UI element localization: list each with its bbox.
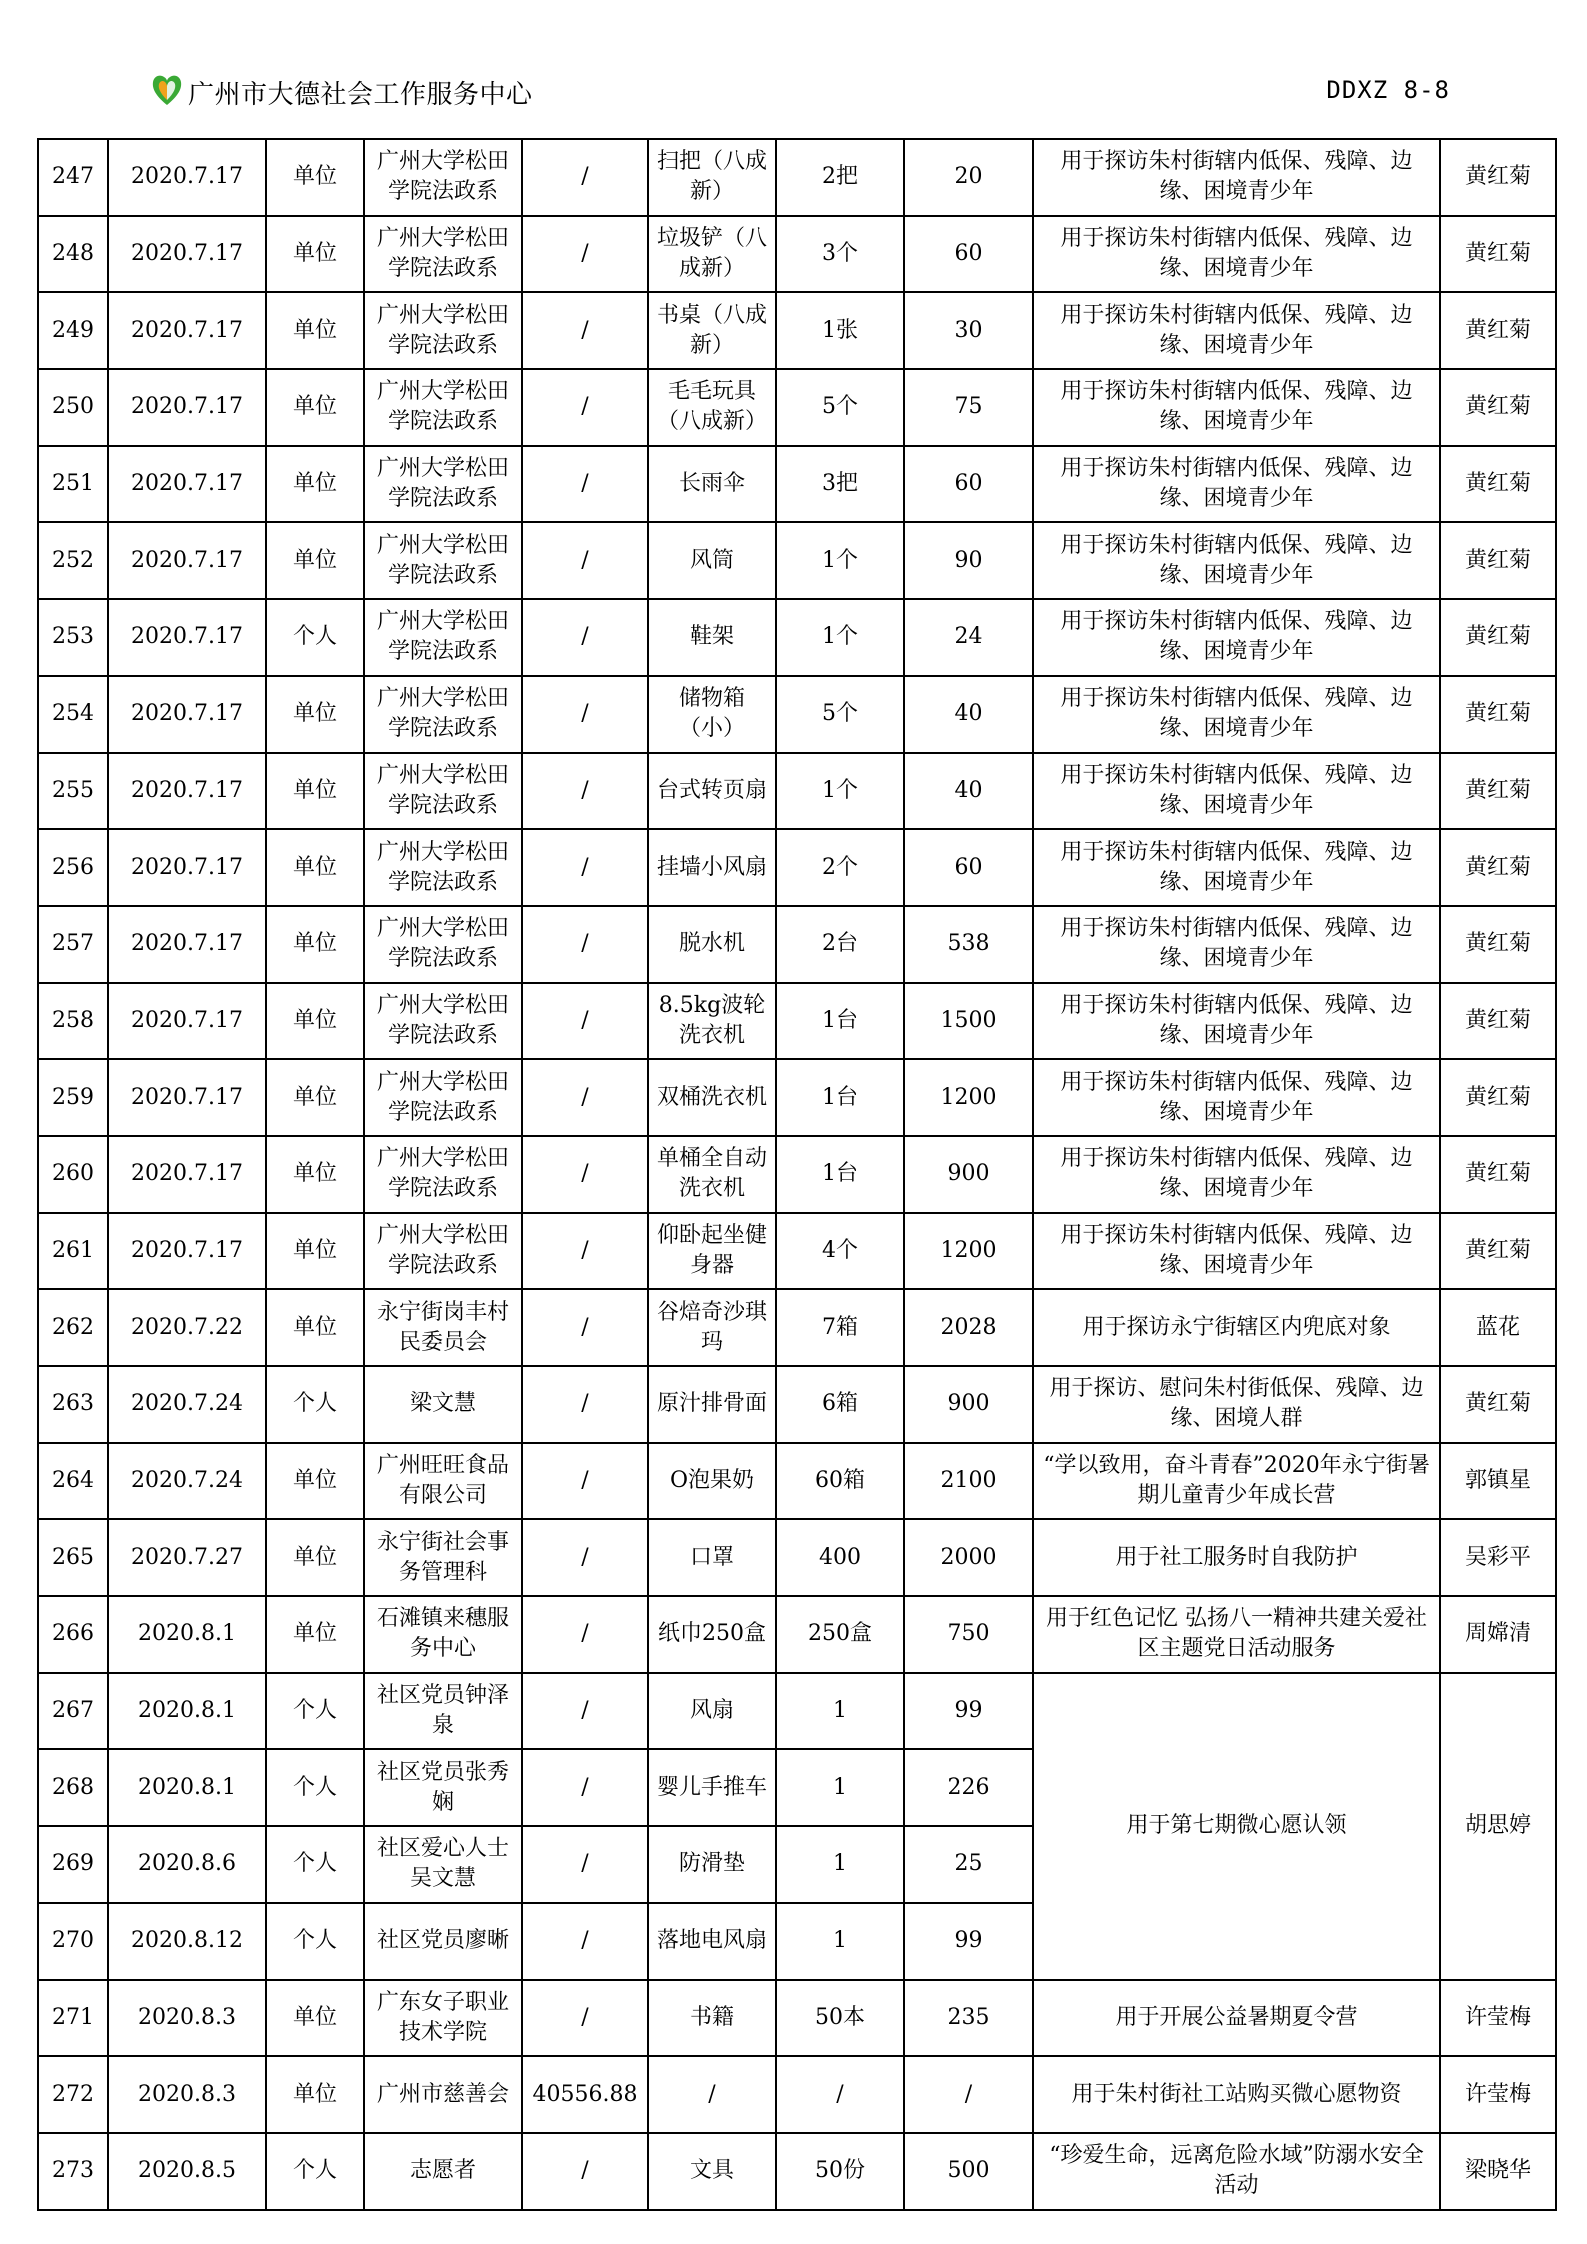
donor-type-cell: 个人: [266, 1903, 364, 1980]
handler-cell: 梁晓华: [1440, 2133, 1556, 2210]
cash-amount-cell: /: [522, 1366, 648, 1443]
table-row: [38, 1136, 1556, 1213]
item-cell: 挂墙小风扇: [648, 829, 776, 906]
table-row: [38, 1213, 1556, 1290]
donor-type-cell: 单位: [266, 1289, 364, 1366]
table-row: [38, 676, 1556, 753]
value-cell: /: [904, 2056, 1033, 2133]
quantity-cell: 2个: [776, 829, 904, 906]
value-cell: 1500: [904, 983, 1033, 1060]
document-code: DDXZ 8-8: [1326, 76, 1450, 104]
donor-type-cell: 个人: [266, 1826, 364, 1903]
row-number: 256: [38, 829, 108, 906]
row-number: 266: [38, 1596, 108, 1673]
purpose-cell: 用于探访朱村街辖内低保、残障、边缘、困境青少年: [1033, 369, 1440, 446]
row-number: 260: [38, 1136, 108, 1213]
donor-type-cell: 单位: [266, 1136, 364, 1213]
value-cell: 235: [904, 1980, 1033, 2057]
cash-amount-cell: /: [522, 1443, 648, 1520]
value-cell: 30: [904, 292, 1033, 369]
item-cell: 脱水机: [648, 906, 776, 983]
value-cell: 2000: [904, 1519, 1033, 1596]
cash-amount-cell: /: [522, 599, 648, 676]
donor-type-cell: 单位: [266, 1059, 364, 1136]
value-cell: 99: [904, 1673, 1033, 1750]
item-cell: 风扇: [648, 1673, 776, 1750]
item-cell: 扫把（八成新）: [648, 139, 776, 216]
purpose-cell: 用于探访、慰问朱村街低保、残障、边缘、困境人群: [1033, 1366, 1440, 1443]
handler-cell: 黄红菊: [1440, 1213, 1556, 1290]
quantity-cell: 4个: [776, 1213, 904, 1290]
quantity-cell: 3把: [776, 446, 904, 523]
table-row: [38, 1366, 1556, 1443]
quantity-cell: 2台: [776, 906, 904, 983]
table-row: [38, 216, 1556, 293]
purpose-cell: 用于探访朱村街辖内低保、残障、边缘、困境青少年: [1033, 753, 1440, 830]
handler-cell: 黄红菊: [1440, 522, 1556, 599]
heart-leaf-logo-icon: [150, 72, 184, 108]
handler-cell: 吴彩平: [1440, 1519, 1556, 1596]
date-cell: 2020.8.12: [108, 1903, 266, 1980]
donor-type-cell: 单位: [266, 1980, 364, 2057]
item-cell: 双桶洗衣机: [648, 1059, 776, 1136]
handler-cell: 黄红菊: [1440, 753, 1556, 830]
table-row: [38, 983, 1556, 1060]
handler-cell: 周嫦清: [1440, 1596, 1556, 1673]
date-cell: 2020.7.17: [108, 599, 266, 676]
date-cell: 2020.8.3: [108, 2056, 266, 2133]
purpose-cell: 用于探访朱村街辖内低保、残障、边缘、困境青少年: [1033, 906, 1440, 983]
donor-type-cell: 个人: [266, 1749, 364, 1826]
cash-amount-cell: /: [522, 1289, 648, 1366]
table-row: [38, 1673, 1556, 1750]
purpose-cell: 用于红色记忆 弘扬八一精神共建关爱社区主题党日活动服务: [1033, 1596, 1440, 1673]
value-cell: 75: [904, 369, 1033, 446]
item-cell: 书桌（八成新）: [648, 292, 776, 369]
donor-cell: 广州大学松田学院法政系: [364, 1059, 522, 1136]
handler-cell: 黄红菊: [1440, 1059, 1556, 1136]
row-number: 247: [38, 139, 108, 216]
donor-cell: 广州市慈善会: [364, 2056, 522, 2133]
donor-cell: 广州大学松田学院法政系: [364, 522, 522, 599]
donor-type-cell: 单位: [266, 906, 364, 983]
table-row: [38, 1443, 1556, 1520]
item-cell: 长雨伞: [648, 446, 776, 523]
row-number: 265: [38, 1519, 108, 1596]
cash-amount-cell: /: [522, 522, 648, 599]
row-number: 270: [38, 1903, 108, 1980]
date-cell: 2020.7.17: [108, 829, 266, 906]
donation-ledger-table: [37, 138, 1557, 2211]
donor-type-cell: 单位: [266, 676, 364, 753]
purpose-cell: 用于探访朱村街辖内低保、残障、边缘、困境青少年: [1033, 1059, 1440, 1136]
handler-cell: 黄红菊: [1440, 216, 1556, 293]
cash-amount-cell: /: [522, 139, 648, 216]
table-row: [38, 1289, 1556, 1366]
cash-amount-cell: /: [522, 1980, 648, 2057]
handler-cell: 黄红菊: [1440, 906, 1556, 983]
donor-type-cell: 单位: [266, 1596, 364, 1673]
donor-type-cell: 单位: [266, 139, 364, 216]
value-cell: 20: [904, 139, 1033, 216]
quantity-cell: 5个: [776, 369, 904, 446]
value-cell: 2100: [904, 1443, 1033, 1520]
donor-cell: 广州大学松田学院法政系: [364, 599, 522, 676]
handler-cell: 黄红菊: [1440, 829, 1556, 906]
date-cell: 2020.7.24: [108, 1366, 266, 1443]
table-row: [38, 599, 1556, 676]
item-cell: 文具: [648, 2133, 776, 2210]
row-number: 255: [38, 753, 108, 830]
table-row: [38, 1519, 1556, 1596]
table-row: [38, 369, 1556, 446]
purpose-cell: 用于社工服务时自我防护: [1033, 1519, 1440, 1596]
purpose-cell: “珍爱生命，远离危险水域”防溺水安全活动: [1033, 2133, 1440, 2210]
value-cell: 1200: [904, 1213, 1033, 1290]
donor-type-cell: 单位: [266, 2056, 364, 2133]
value-cell: 40: [904, 676, 1033, 753]
item-cell: /: [648, 2056, 776, 2133]
value-cell: 900: [904, 1366, 1033, 1443]
purpose-cell: 用于探访永宁街辖区内兜底对象: [1033, 1289, 1440, 1366]
purpose-cell: 用于探访朱村街辖内低保、残障、边缘、困境青少年: [1033, 1136, 1440, 1213]
row-number: 272: [38, 2056, 108, 2133]
cash-amount-cell: /: [522, 1826, 648, 1903]
cash-amount-cell: /: [522, 753, 648, 830]
item-cell: 纸巾250盒: [648, 1596, 776, 1673]
organization-name: 广州市大德社会工作服务中心: [188, 80, 533, 110]
donor-cell: 广州大学松田学院法政系: [364, 369, 522, 446]
item-cell: 储物箱（小）: [648, 676, 776, 753]
date-cell: 2020.7.17: [108, 676, 266, 753]
cash-amount-cell: /: [522, 1519, 648, 1596]
date-cell: 2020.8.1: [108, 1749, 266, 1826]
item-cell: 台式转页扇: [648, 753, 776, 830]
row-number: 253: [38, 599, 108, 676]
date-cell: 2020.8.5: [108, 2133, 266, 2210]
handler-cell: 黄红菊: [1440, 599, 1556, 676]
donor-type-cell: 单位: [266, 369, 364, 446]
item-cell: 婴儿手推车: [648, 1749, 776, 1826]
handler-cell-merged: 胡思婷: [1440, 1673, 1556, 1980]
row-number: 248: [38, 216, 108, 293]
cash-amount-cell: /: [522, 369, 648, 446]
item-cell: 鞋架: [648, 599, 776, 676]
donor-type-cell: 单位: [266, 216, 364, 293]
row-number: 249: [38, 292, 108, 369]
cash-amount-cell: /: [522, 292, 648, 369]
quantity-cell: /: [776, 2056, 904, 2133]
donor-cell: 社区党员张秀娴: [364, 1749, 522, 1826]
value-cell: 1200: [904, 1059, 1033, 1136]
handler-cell: 黄红菊: [1440, 1366, 1556, 1443]
handler-cell: 许莹梅: [1440, 1980, 1556, 2057]
row-number: 251: [38, 446, 108, 523]
cash-amount-cell: /: [522, 1596, 648, 1673]
item-cell: 垃圾铲（八成新）: [648, 216, 776, 293]
quantity-cell: 1台: [776, 983, 904, 1060]
table-row: [38, 906, 1556, 983]
date-cell: 2020.7.17: [108, 292, 266, 369]
cash-amount-cell: /: [522, 1903, 648, 1980]
purpose-cell: 用于探访朱村街辖内低保、残障、边缘、困境青少年: [1033, 446, 1440, 523]
donor-cell: 广州大学松田学院法政系: [364, 139, 522, 216]
value-cell: 60: [904, 829, 1033, 906]
quantity-cell: 1台: [776, 1059, 904, 1136]
handler-cell: 黄红菊: [1440, 139, 1556, 216]
donor-cell: 广州大学松田学院法政系: [364, 1213, 522, 1290]
date-cell: 2020.8.3: [108, 1980, 266, 2057]
purpose-cell: 用于开展公益暑期夏令营: [1033, 1980, 1440, 2057]
donor-type-cell: 单位: [266, 1443, 364, 1520]
handler-cell: 黄红菊: [1440, 983, 1556, 1060]
donor-type-cell: 单位: [266, 1519, 364, 1596]
cash-amount-cell: /: [522, 2133, 648, 2210]
row-number: 262: [38, 1289, 108, 1366]
date-cell: 2020.8.1: [108, 1673, 266, 1750]
cash-amount-cell: /: [522, 1673, 648, 1750]
quantity-cell: 400: [776, 1519, 904, 1596]
page-header: [150, 68, 1450, 112]
row-number: 254: [38, 676, 108, 753]
donor-cell: 广州大学松田学院法政系: [364, 216, 522, 293]
table-row: [38, 753, 1556, 830]
quantity-cell: 1个: [776, 522, 904, 599]
row-number: 264: [38, 1443, 108, 1520]
donor-cell: 广州旺旺食品有限公司: [364, 1443, 522, 1520]
value-cell: 40: [904, 753, 1033, 830]
date-cell: 2020.7.17: [108, 522, 266, 599]
handler-cell: 黄红菊: [1440, 676, 1556, 753]
quantity-cell: 5个: [776, 676, 904, 753]
handler-cell: 许莹梅: [1440, 2056, 1556, 2133]
donor-cell: 广州大学松田学院法政系: [364, 829, 522, 906]
item-cell: 单桶全自动洗衣机: [648, 1136, 776, 1213]
donor-cell: 广州大学松田学院法政系: [364, 446, 522, 523]
item-cell: 毛毛玩具（八成新）: [648, 369, 776, 446]
value-cell: 99: [904, 1903, 1033, 1980]
table-row: [38, 2056, 1556, 2133]
donor-type-cell: 单位: [266, 753, 364, 830]
donor-cell: 志愿者: [364, 2133, 522, 2210]
quantity-cell: 1台: [776, 1136, 904, 1213]
date-cell: 2020.8.1: [108, 1596, 266, 1673]
row-number: 271: [38, 1980, 108, 2057]
date-cell: 2020.7.22: [108, 1289, 266, 1366]
purpose-cell: 用于探访朱村街辖内低保、残障、边缘、困境青少年: [1033, 139, 1440, 216]
purpose-cell: 用于探访朱村街辖内低保、残障、边缘、困境青少年: [1033, 292, 1440, 369]
table-row: [38, 1596, 1556, 1673]
cash-amount-cell: /: [522, 446, 648, 523]
purpose-cell: 用于探访朱村街辖内低保、残障、边缘、困境青少年: [1033, 983, 1440, 1060]
item-cell: 书籍: [648, 1980, 776, 2057]
quantity-cell: 1: [776, 1903, 904, 1980]
donor-cell: 广州大学松田学院法政系: [364, 1136, 522, 1213]
table-row: [38, 446, 1556, 523]
quantity-cell: 3个: [776, 216, 904, 293]
date-cell: 2020.7.17: [108, 216, 266, 293]
quantity-cell: 1: [776, 1826, 904, 1903]
cash-amount-cell: /: [522, 1136, 648, 1213]
row-number: 250: [38, 369, 108, 446]
quantity-cell: 50本: [776, 1980, 904, 2057]
donor-cell: 社区爱心人士吴文慧: [364, 1826, 522, 1903]
row-number: 268: [38, 1749, 108, 1826]
row-number: 269: [38, 1826, 108, 1903]
cash-amount-cell: /: [522, 216, 648, 293]
donor-type-cell: 个人: [266, 1673, 364, 1750]
donor-cell: 梁文慧: [364, 1366, 522, 1443]
quantity-cell: 6箱: [776, 1366, 904, 1443]
quantity-cell: 50份: [776, 2133, 904, 2210]
handler-cell: 黄红菊: [1440, 369, 1556, 446]
value-cell: 750: [904, 1596, 1033, 1673]
purpose-cell: 用于探访朱村街辖内低保、残障、边缘、困境青少年: [1033, 599, 1440, 676]
cash-amount-cell: /: [522, 1213, 648, 1290]
cash-amount-cell: /: [522, 906, 648, 983]
value-cell: 500: [904, 2133, 1033, 2210]
date-cell: 2020.7.24: [108, 1443, 266, 1520]
item-cell: 落地电风扇: [648, 1903, 776, 1980]
row-number: 257: [38, 906, 108, 983]
date-cell: 2020.7.17: [108, 1213, 266, 1290]
donor-cell: 广东女子职业技术学院: [364, 1980, 522, 2057]
item-cell: 8.5kg波轮洗衣机: [648, 983, 776, 1060]
date-cell: 2020.7.17: [108, 906, 266, 983]
table-row: [38, 829, 1556, 906]
ledger-body: [38, 139, 1556, 2210]
value-cell: 90: [904, 522, 1033, 599]
purpose-cell-merged: 用于第七期微心愿认领: [1033, 1673, 1440, 1980]
date-cell: 2020.7.17: [108, 1059, 266, 1136]
quantity-cell: 1张: [776, 292, 904, 369]
quantity-cell: 1: [776, 1749, 904, 1826]
value-cell: 900: [904, 1136, 1033, 1213]
table-row: [38, 139, 1556, 216]
donor-cell: 广州大学松田学院法政系: [364, 906, 522, 983]
row-number: 258: [38, 983, 108, 1060]
donor-cell: 广州大学松田学院法政系: [364, 983, 522, 1060]
value-cell: 60: [904, 446, 1033, 523]
date-cell: 2020.7.17: [108, 753, 266, 830]
date-cell: 2020.7.17: [108, 446, 266, 523]
date-cell: 2020.7.27: [108, 1519, 266, 1596]
cash-amount-cell: /: [522, 829, 648, 906]
donor-cell: 广州大学松田学院法政系: [364, 676, 522, 753]
date-cell: 2020.7.17: [108, 139, 266, 216]
donor-cell: 广州大学松田学院法政系: [364, 292, 522, 369]
donor-type-cell: 单位: [266, 1213, 364, 1290]
item-cell: 谷焙奇沙琪玛: [648, 1289, 776, 1366]
quantity-cell: 1个: [776, 599, 904, 676]
quantity-cell: 2把: [776, 139, 904, 216]
row-number: 263: [38, 1366, 108, 1443]
row-number: 259: [38, 1059, 108, 1136]
quantity-cell: 250盒: [776, 1596, 904, 1673]
item-cell: O泡果奶: [648, 1443, 776, 1520]
quantity-cell: 1个: [776, 753, 904, 830]
row-number: 273: [38, 2133, 108, 2210]
item-cell: 防滑垫: [648, 1826, 776, 1903]
cash-amount-cell: 40556.88: [522, 2056, 648, 2133]
handler-cell: 郭镇星: [1440, 1443, 1556, 1520]
row-number: 267: [38, 1673, 108, 1750]
value-cell: 538: [904, 906, 1033, 983]
purpose-cell: 用于探访朱村街辖内低保、残障、边缘、困境青少年: [1033, 216, 1440, 293]
purpose-cell: 用于探访朱村街辖内低保、残障、边缘、困境青少年: [1033, 522, 1440, 599]
item-cell: 原汁排骨面: [648, 1366, 776, 1443]
cash-amount-cell: /: [522, 676, 648, 753]
value-cell: 24: [904, 599, 1033, 676]
donor-type-cell: 单位: [266, 522, 364, 599]
purpose-cell: 用于探访朱村街辖内低保、残障、边缘、困境青少年: [1033, 1213, 1440, 1290]
row-number: 261: [38, 1213, 108, 1290]
donor-cell: 广州大学松田学院法政系: [364, 753, 522, 830]
item-cell: 风筒: [648, 522, 776, 599]
date-cell: 2020.7.17: [108, 983, 266, 1060]
value-cell: 25: [904, 1826, 1033, 1903]
date-cell: 2020.8.6: [108, 1826, 266, 1903]
value-cell: 60: [904, 216, 1033, 293]
handler-cell: 蓝花: [1440, 1289, 1556, 1366]
item-cell: 口罩: [648, 1519, 776, 1596]
handler-cell: 黄红菊: [1440, 292, 1556, 369]
donor-type-cell: 单位: [266, 446, 364, 523]
quantity-cell: 60箱: [776, 1443, 904, 1520]
donor-cell: 石滩镇来穗服务中心: [364, 1596, 522, 1673]
quantity-cell: 7箱: [776, 1289, 904, 1366]
date-cell: 2020.7.17: [108, 369, 266, 446]
item-cell: 仰卧起坐健身器: [648, 1213, 776, 1290]
donor-cell: 永宁街岗丰村民委员会: [364, 1289, 522, 1366]
donor-type-cell: 单位: [266, 983, 364, 1060]
donor-cell: 永宁街社会事务管理科: [364, 1519, 522, 1596]
table-row: [38, 1059, 1556, 1136]
donor-type-cell: 单位: [266, 829, 364, 906]
handler-cell: 黄红菊: [1440, 1136, 1556, 1213]
purpose-cell: “学以致用，奋斗青春”2020年永宁街暑期儿童青少年成长营: [1033, 1443, 1440, 1520]
table-row: [38, 1980, 1556, 2057]
cash-amount-cell: /: [522, 1749, 648, 1826]
table-row: [38, 2133, 1556, 2210]
donor-cell: 社区党员廖晰: [364, 1903, 522, 1980]
donor-type-cell: 个人: [266, 1366, 364, 1443]
donor-type-cell: 个人: [266, 2133, 364, 2210]
donor-type-cell: 个人: [266, 599, 364, 676]
value-cell: 226: [904, 1749, 1033, 1826]
cash-amount-cell: /: [522, 1059, 648, 1136]
purpose-cell: 用于朱村街社工站购买微心愿物资: [1033, 2056, 1440, 2133]
handler-cell: 黄红菊: [1440, 446, 1556, 523]
donor-cell: 社区党员钟泽泉: [364, 1673, 522, 1750]
cash-amount-cell: /: [522, 983, 648, 1060]
value-cell: 2028: [904, 1289, 1033, 1366]
purpose-cell: 用于探访朱村街辖内低保、残障、边缘、困境青少年: [1033, 829, 1440, 906]
quantity-cell: 1: [776, 1673, 904, 1750]
purpose-cell: 用于探访朱村街辖内低保、残障、边缘、困境青少年: [1033, 676, 1440, 753]
table-row: [38, 292, 1556, 369]
donor-type-cell: 单位: [266, 292, 364, 369]
row-number: 252: [38, 522, 108, 599]
date-cell: 2020.7.17: [108, 1136, 266, 1213]
table-row: [38, 522, 1556, 599]
